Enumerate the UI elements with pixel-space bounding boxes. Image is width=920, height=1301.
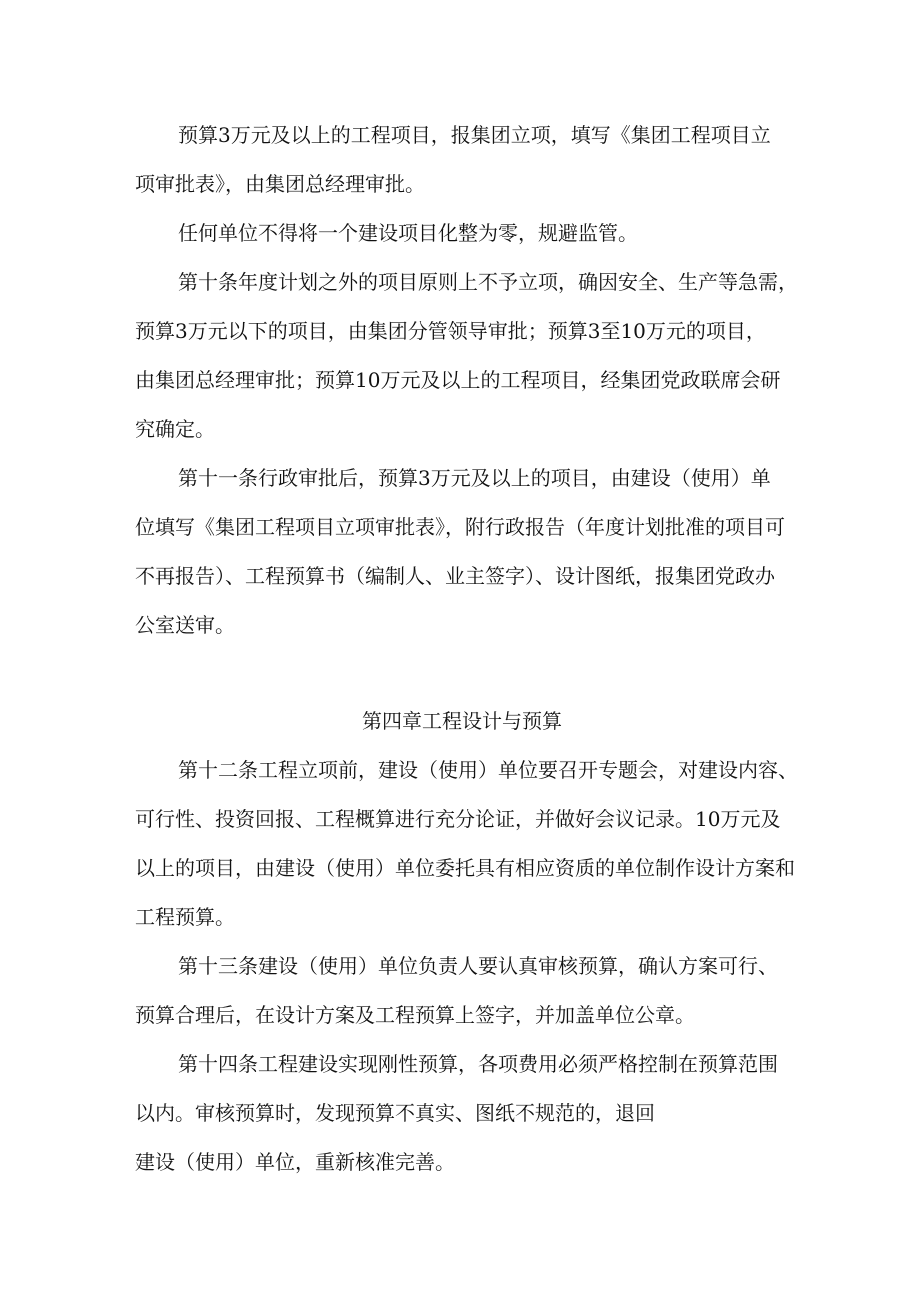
paragraph-line: 第十四条工程建设实现刚性预算，各项费用必须严格控制在预算范围 [178,1052,778,1076]
paragraph-line: 由集团总经理审批；预算10万元及以上的工程项目，经集团党政联席会研 [135,368,781,392]
paragraph-line: 位填写《集团工程项目立项审批表》，附行政报告（年度计划批准的项目可 [135,515,785,539]
paragraph-line: 预算3万元以下的项目，由集团分管领导审批；预算3至10万元的项目， [135,319,766,343]
paragraph-line: 究确定。 [135,417,215,441]
paragraph-line: 以内。审核预算时，发现预算不真实、图纸不规范的，退回 [135,1101,655,1125]
paragraph-line: 建设（使用）单位，重新核准完善。 [135,1150,455,1174]
paragraph-line: 项审批表》，由集团总经理审批。 [135,172,425,196]
paragraph-line: 第十三条建设（使用）单位负责人要认真审核预算，确认方案可行、 [178,954,778,978]
paragraph-line: 工程预算。 [135,905,235,929]
paragraph-line: 不再报告）、工程预算书（编制人、业主签字）、设计图纸，报集团党政办 [135,564,775,588]
paragraph-line: 可行性、投资回报、工程概算进行充分论证，并做好会议记录。10万元及 [135,807,781,831]
paragraph-line: 任何单位不得将一个建设项目化整为零，规避监管。 [178,221,638,245]
paragraph-line: 预算合理后，在设计方案及工程预算上签字，并加盖单位公章。 [135,1003,695,1027]
paragraph-line: 第十条年度计划之外的项目原则上不予立项，确因安全、生产等急需， [178,270,798,294]
paragraph-line: 第十二条工程立项前，建设（使用）单位要召开专题会，对建设内容、 [178,758,798,782]
paragraph-line: 公室送审。 [135,613,235,637]
paragraph-line: 预算3万元及以上的工程项目，报集团立项，填写《集团工程项目立 [178,123,771,147]
paragraph-line: 第十一条行政审批后，预算3万元及以上的项目，由建设（使用）单 [178,466,771,490]
paragraph-line: 以上的项目，由建设（使用）单位委托具有相应资质的单位制作设计方案和 [135,856,795,880]
chapter-heading: 第四章工程设计与预算 [362,709,562,733]
